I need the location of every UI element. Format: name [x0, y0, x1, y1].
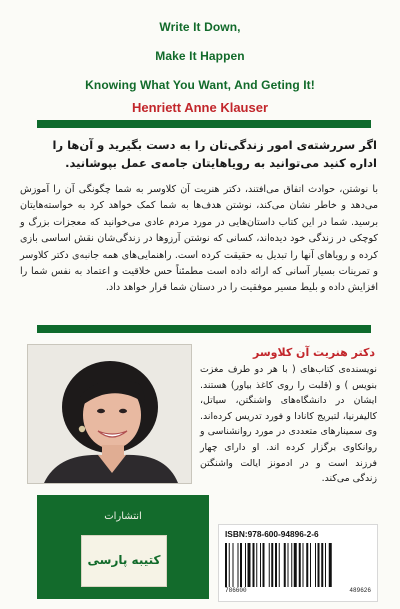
divider-top — [37, 120, 371, 128]
author-bio: نویسنده‌ی کتاب‌های ( با هر دو طرف مغزت بنویس ) و (قلبت را روی کاغذ بیاور) هستند. ایشان در دانشگاه‌های واشنگتن، سیاتل، کالیفرنیا، لتبریج کانادا و فورد تدریس کرده‌اند. وی سمینارهای متعددی در مورد روانشناسی و روانکاوی برگزار کرده اند. او دارای چهار فرزند است و در ادمونز ایالت واشنگتن زندگی می‌کند. — [200, 364, 377, 485]
lead-paragraph: اگر سررشته‌ی امور زندگی‌تان را به دست بگیرید و آن‌ها را اداره کنید می‌توانید به رویاهایتان جامه‌ی عمل بپوشانید. — [52, 138, 377, 170]
author-portrait-image — [28, 345, 191, 483]
isbn-text: ISBN:978-600-94896-2-6 — [225, 529, 319, 539]
author-photo — [27, 344, 192, 484]
publisher-label: انتشارات — [104, 511, 142, 522]
author-name-english: Henriett Anne Klauser — [131, 100, 269, 115]
author-name-persian: دکتر هنریت آن کلاوسر — [252, 346, 375, 359]
publisher-logo — [81, 535, 167, 587]
divider-middle — [37, 325, 371, 333]
barcode-icon — [223, 543, 373, 587]
publisher-name: کتیبه پارسی — [87, 553, 161, 567]
description-paragraph: با نوشتن، حوادث اتفاق می‌افتند، دکتر هنریت آن کلاوسر به شما چگونگی آن را آموزش می‌دهد و خاطر نشان می‌کند، نوشتن هدف‌ها به شما کمک خواهد کرد به خواسته‌هایتان برسید. شما در این کتاب داستان‌هایی در مورد مردم عادی می‌خوانید که معجزات بزرگ و کوچکی در زندگی خود دیده‌اند، کسانی که نوشتن آرزوها در زندگی‌شان نقش اساسی بازی کرده و رویاهای آنها را تبدیل به حقیقت کرده است. راهنمایی‌های همه جانبه‌ی دکتر کلاوسر و تمرینات بسیار آسانی که ارائه داده است مطمئناً حس خلاقیت و اعتماد به نفس شما را افزایش داده و بلیط مسیر موفقیت را در دستان شما قرار خواهد داد. — [20, 184, 378, 294]
barcode-digits — [225, 587, 371, 594]
isbn-barcode-block — [218, 524, 378, 602]
publisher-box — [37, 495, 209, 599]
title-line-2: Make It Happen — [155, 49, 245, 63]
title-line-3: Knowing What You Want, And Geting It! — [85, 78, 315, 92]
barcode-right-digits: 489626 — [349, 587, 371, 594]
barcode-left-digits: 786600 — [225, 587, 247, 594]
title-line-1: Write It Down, — [159, 20, 241, 34]
